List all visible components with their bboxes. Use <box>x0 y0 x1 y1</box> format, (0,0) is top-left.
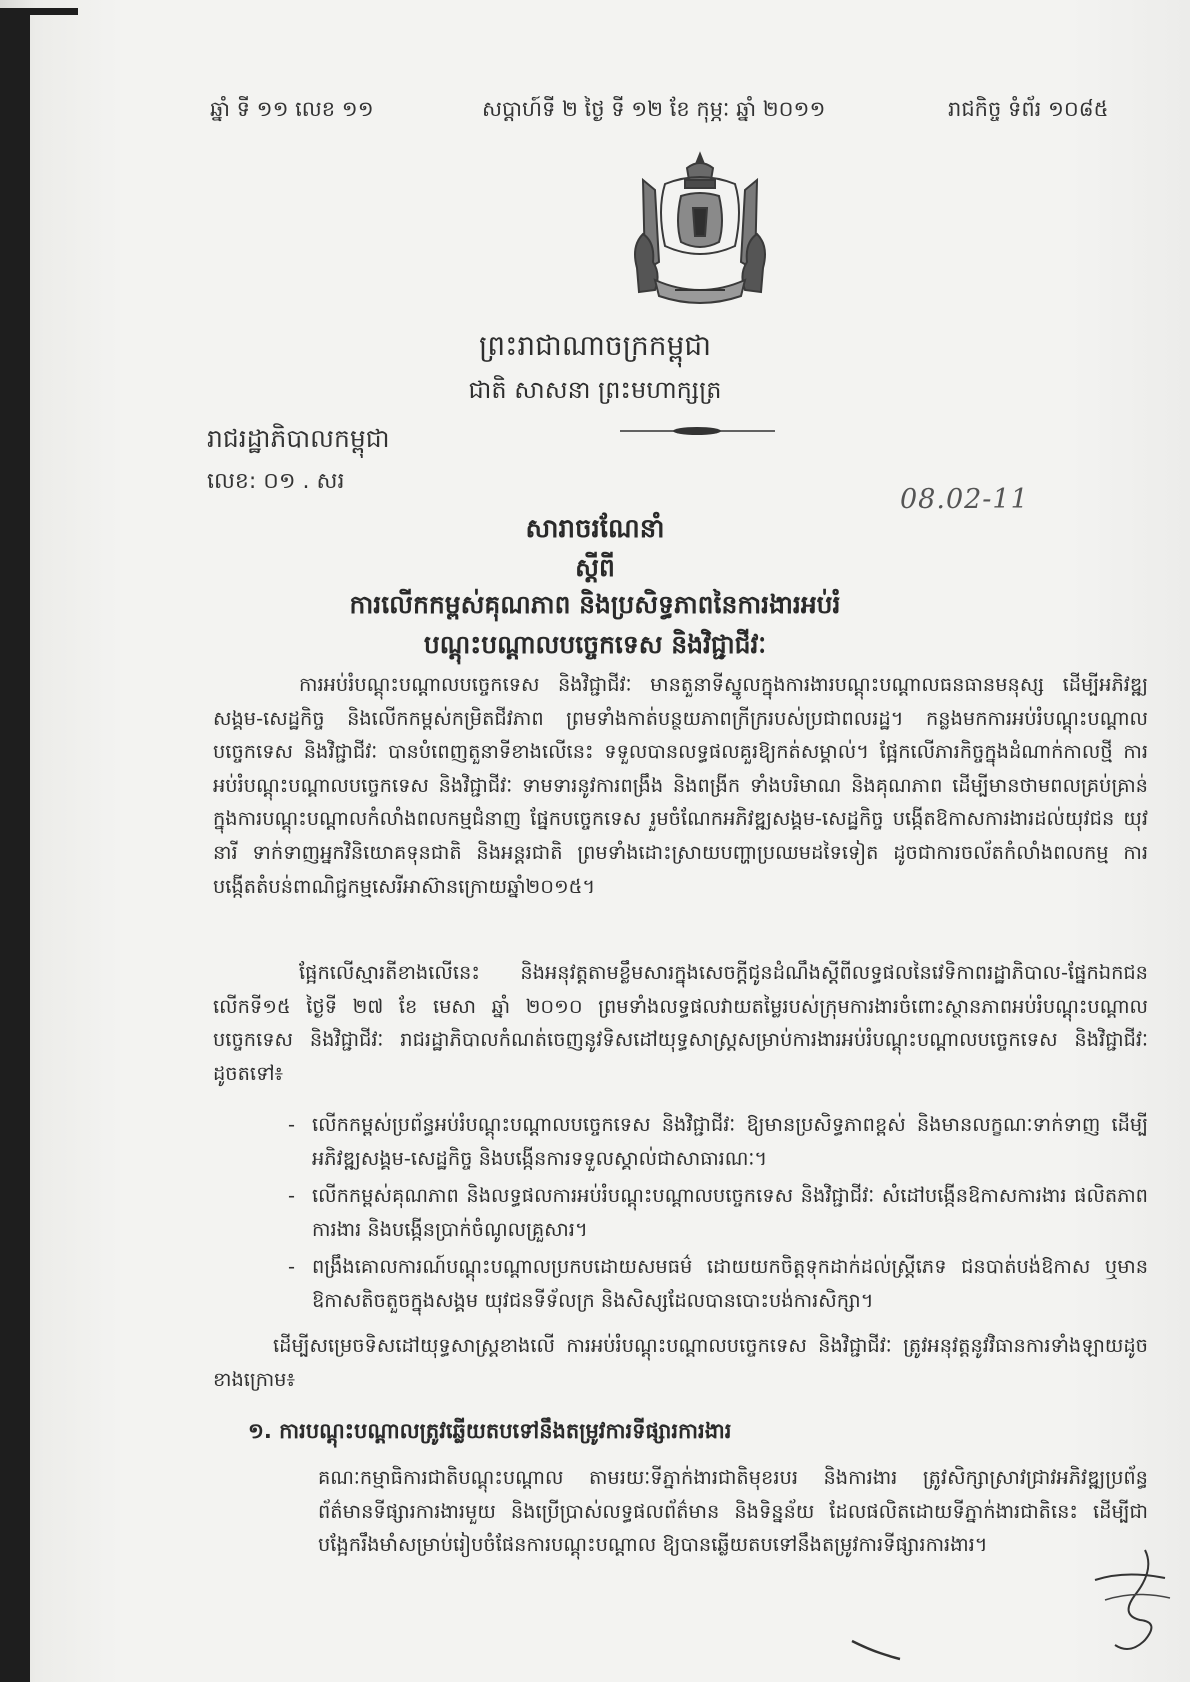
kingdom-name: ព្រះរាជាណាចក្រកម្ពុជា <box>478 329 711 362</box>
list-item <box>290 1250 1148 1317</box>
list-item <box>290 1179 1148 1246</box>
intro-paragraph: ការអប់រំបណ្តុះបណ្តាលបច្ចេកទេស និងវិជ្ជាជីវៈ មានតួនាទីស្នូលក្នុងការងារបណ្តុះបណ្តាលធនធានមនុស្ស ដើម្បីអភិវឌ្ឍសង្គម-សេដ្ឋកិច្ច និងលើកកម្ពស់កម្រិតជីវភាព ព្រមទាំងកាត់បន្ថយភាពក្រីក្ររបស់ប្រជាពលរដ្ឋ។ កន្លងមកការអប់រំបណ្តុះបណ្តាលបច្ចេកទេស និងវិជ្ជាជីវៈ បានបំពេញតួនាទីខាងលើនេះ ទទួលបានលទ្ធផលគួរឱ្យកត់សម្គាល់។ ផ្អែកលើភារកិច្ចក្នុងដំណាក់កាលថ្មី ការអប់រំបណ្តុះបណ្តាលបច្ចេកទេស និងវិជ្ជាជីវៈ ទាមទារនូវការពង្រឹង និងពង្រីក ទាំងបរិមាណ និងគុណភាព ដើម្បីមានថាមពលគ្រប់គ្រាន់ក្នុងការបណ្តុះបណ្តាលកំលាំងពលកម្មជំនាញ ផ្នែកបច្ចេកទេស រួមចំណែកអភិវឌ្ឍសង្គម-សេដ្ឋកិច្ច បង្កើតឱកាសការងារដល់យុវជន យុវនារី ទាក់ទាញអ្នកវិនិយោគទុនជាតិ និងអន្តរជាតិ ព្រមទាំងដោះស្រាយបញ្ហាប្រឈមដទៃទៀត ដូចជាការចល័តកំលាំងពលកម្ម ការបង្កើតតំបន់ពាណិជ្ជកម្មសេរីអាស៊ានក្រោយឆ្នាំ២០១៥។ <box>213 673 1148 898</box>
gazette-page-number: រាជកិច្ច ទំព័រ ១០៨៥ <box>948 97 1109 121</box>
list-item <box>290 1108 1148 1175</box>
pen-mark-icon <box>850 1635 902 1665</box>
divider-ornament-icon <box>620 424 775 438</box>
initial-signature-icon <box>1085 1540 1180 1660</box>
list-item-text: ពង្រឹងគោលការណ៍បណ្តុះបណ្តាលប្រកបដោយសមធម៌ ដោយយកចិត្តទុកដាក់ដល់ស្ត្រីភេទ ជនបាត់បង់ឱកាស ឬមានឱកាសតិចតួចក្នុងសង្គម យុវជនទីទ័លក្រ និងសិស្សដែលបានបោះបង់ការសិក្សា។ <box>312 1255 1148 1312</box>
bullet-marker: - <box>288 1255 295 1279</box>
bullet-marker: - <box>288 1113 295 1136</box>
reference-number: លេខ: ០១ . សរ <box>207 469 345 494</box>
title-about: ស្តីពី <box>575 553 615 582</box>
list-item-text: លើកកម្ពស់គុណភាព និងលទ្ធផលការអប់រំបណ្តុះបណ្តាលបច្ចេកទេស និងវិជ្ជាជីវៈ សំដៅបង្កើនឱកាសការងារ ផលិតភាពការងារ និងបង្កើនប្រាក់ចំណូលគ្រួសារ។ <box>312 1184 1148 1241</box>
list-item-text: លើកកម្ពស់ប្រព័ន្ធអប់រំបណ្តុះបណ្តាលបច្ចេកទេស និងវិជ្ជាជីវៈ ឱ្យមានប្រសិទ្ធភាពខ្ពស់ និងមានលក្ខណៈទាក់ទាញ ដើម្បីអភិវឌ្ឍសង្គម-សេដ្ឋកិច្ច និងបង្កើនការទទួលស្គាល់ជាសាធារណៈ។ <box>312 1113 1148 1170</box>
basis-paragraph: ផ្អែកលើស្មារតីខាងលើនេះ និងអនុវត្តតាមខ្លឹមសារក្នុងសេចក្តីជូនដំណឹងស្តីពីលទ្ធផលនៃវេទិកាពរដ្ឋាភិបាល-ផ្នែកឯកជន លើកទី១៥ ថ្ងៃទី ២៧ ខែ មេសា ឆ្នាំ ២០១០ ព្រមទាំងលទ្ធផលវាយតម្លៃរបស់ក្រុមការងារចំពោះស្ថានភាពអប់រំបណ្តុះបណ្តាលបច្ចេកទេស និងវិជ្ជាជីវៈ រាជរដ្ឋាភិបាលកំណត់ចេញនូវទិសដៅយុទ្ធសាស្ត្រសម្រាប់ការងារអប់រំបណ្តុះបណ្តាលបច្ចេកទេស និងវិជ្ជាជីវៈ ដូចតទៅ៖ <box>213 961 1148 1085</box>
measures-intro-paragraph: ដើម្បីសម្រេចទិសដៅយុទ្ធសាស្ត្រខាងលើ ការអប់រំបណ្តុះបណ្តាលបច្ចេកទេស និងវិជ្ជាជីវៈ ត្រូវអនុវត្តនូវវិធានការទាំងឡាយដូចខាងក្រោម៖ <box>213 1334 1148 1391</box>
handwritten-date: 08.02-11 <box>900 484 1029 515</box>
gazette-year-issue: ឆ្នាំ ទី ១១ លេខ ១១ <box>210 97 374 121</box>
strategic-directions-list <box>290 1108 1148 1322</box>
subject-line-2: បណ្តុះបណ្តាលបច្ចេកទេស និងវិជ្ជាជីវៈ <box>423 630 767 659</box>
binding-tip <box>30 8 78 15</box>
section-1-paragraph: គណៈកម្មាធិការជាតិបណ្តុះបណ្តាល តាមរយៈទីភ្នាក់ងារជាតិមុខរបរ និងការងារ ត្រូវសិក្សាស្រាវជ្រាវអភិវឌ្ឍប្រព័ន្ធព័ត៌មានទីផ្សារការងារមួយ និងប្រើប្រាស់លទ្ធផលព័ត៌មាន និងទិន្នន័យ ដែលផលិតដោយទីភ្នាក់ងារជាតិនេះ ដើម្បីជាបង្អែករឹងមាំសម្រាប់រៀបចំផែនការបណ្តុះបណ្តាល ឱ្យបានឆ្លើយតបទៅនឹងតម្រូវការទីផ្សារការងារ។ <box>318 1466 1148 1557</box>
subject-line-1: ការលើកកម្ពស់គុណភាព និងប្រសិទ្ធភាពនៃការងារអប់រំ <box>349 590 841 619</box>
national-motto: ជាតិ សាសនា ព្រះមហាក្សត្រ <box>468 376 722 404</box>
gazette-date: សប្តាហ៍ទី ២ ថ្ងៃ ទី ១២ ខែ កុម្ភៈ ឆ្នាំ ២០១១ <box>482 97 826 121</box>
binding-edge <box>0 8 30 1682</box>
document-type-title: សារាចរណែនាំ <box>525 514 665 544</box>
bullet-marker: - <box>288 1184 295 1208</box>
issuing-government: រាជរដ្ឋាភិបាលកម្ពុជា <box>207 424 390 453</box>
section-1-heading: ១. ការបណ្តុះបណ្តាលត្រូវឆ្លើយតបទៅនឹងតម្រូវការទីផ្សារការងារ <box>248 1419 732 1443</box>
royal-coat-of-arms-icon <box>625 150 775 312</box>
